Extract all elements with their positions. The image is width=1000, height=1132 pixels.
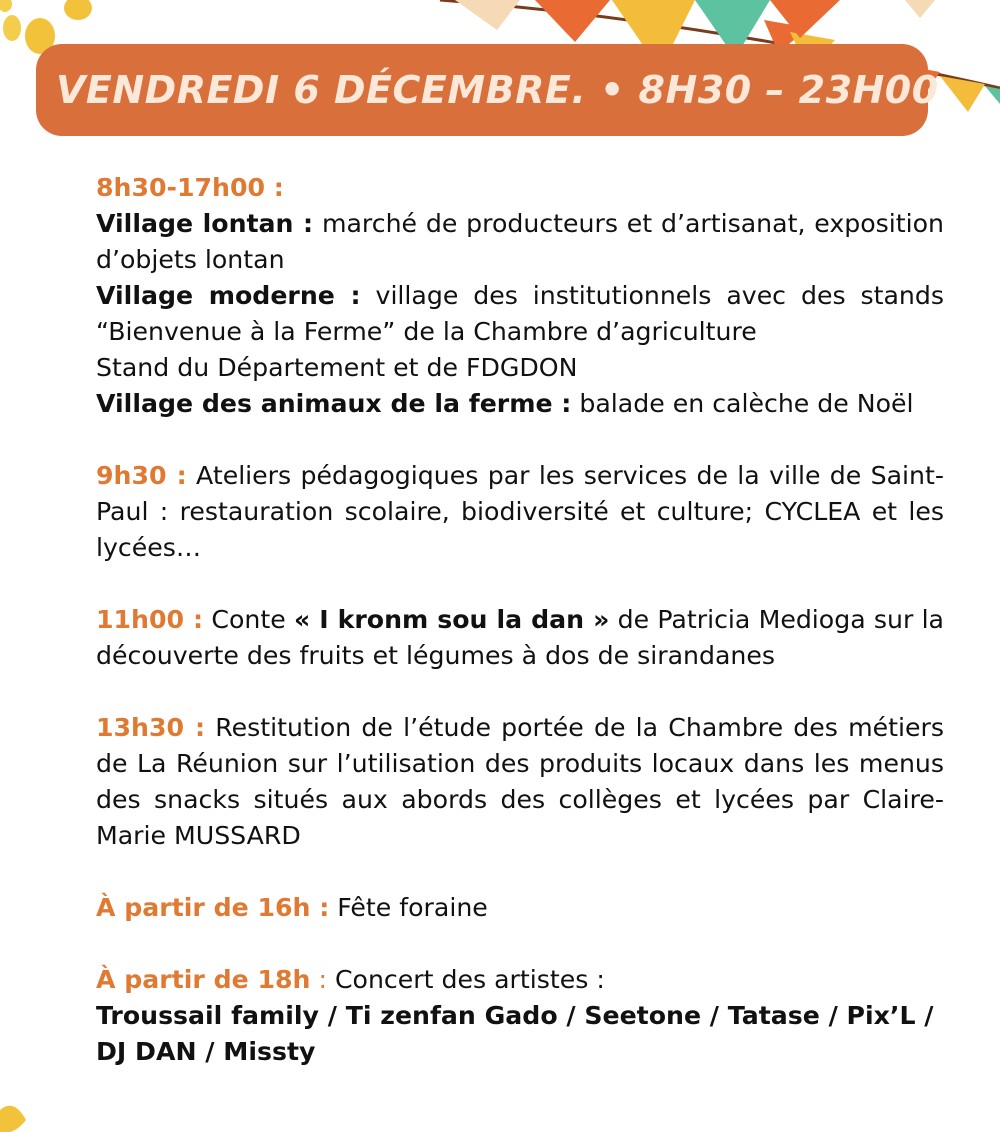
ateliers-text: Ateliers pédagogiques par les services de la ville de Saint-Paul : restauration scolaire, biodiversité et culture; CYCLEA et les lycées…: [96, 461, 944, 562]
conte-text-2: de Patricia Medioga sur la découverte des fruits et légumes à dos de sirandanes: [96, 605, 944, 670]
schedule: [96, 170, 944, 1070]
time-label: À partir de 18h: [96, 965, 311, 994]
time-label: 13h30 :: [96, 713, 206, 742]
village-moderne-title: Village moderne :: [96, 281, 361, 310]
schedule-item-fete: [96, 890, 944, 926]
schedule-item-ateliers: [96, 458, 944, 566]
schedule-item-conte: [96, 602, 944, 674]
fete-text: Fête foraine: [329, 893, 488, 922]
conte-text-1: Conte: [203, 605, 294, 634]
date-banner: [36, 44, 939, 136]
banner-title: VENDREDI 6 DÉCEMBRE. • 8H30 – 23H00: [56, 68, 939, 112]
concert-text: Concert des artistes :: [326, 965, 605, 994]
stand-text: Stand du Département et de FDGDON: [96, 353, 578, 382]
village-lontan-title: Village lontan :: [96, 209, 314, 238]
artists-list: Troussail family / Ti zenfan Gado / Seetone / Tatase / Pix’L / DJ DAN / Missty: [96, 1001, 934, 1066]
time-label: 11h00 :: [96, 605, 204, 634]
leaf-icon: [0, 1106, 26, 1132]
time-label: À partir de 16h :: [96, 893, 330, 922]
schedule-item-restitution: [96, 710, 944, 854]
village-animaux-text: balade en calèche de Noël: [571, 389, 914, 418]
conte-title: « I kronm sou la dan »: [293, 605, 610, 634]
time-label: 9h30 :: [96, 461, 187, 490]
schedule-item-morning: [96, 170, 944, 422]
restitution-text: Restitution de l’étude portée de la Chambre des métiers de La Réunion sur l’utilisation des produits locaux dans les menus des snacks situés aux abords des collèges et lycées par Claire-Marie MUSSARD: [96, 713, 944, 850]
time-colon: :: [310, 965, 327, 994]
village-animaux-title: Village des animaux de la ferme :: [96, 389, 572, 418]
time-label: 8h30-17h00 :: [96, 173, 284, 202]
schedule-item-concert: [96, 962, 944, 1070]
village-lontan-text: marché de producteurs et d’artisanat, exposition d’objets lontan: [96, 209, 945, 274]
village-moderne-text: village des institutionnels avec des stands “Bienvenue à la Ferme” de la Chambre d’agriculture: [96, 281, 944, 346]
